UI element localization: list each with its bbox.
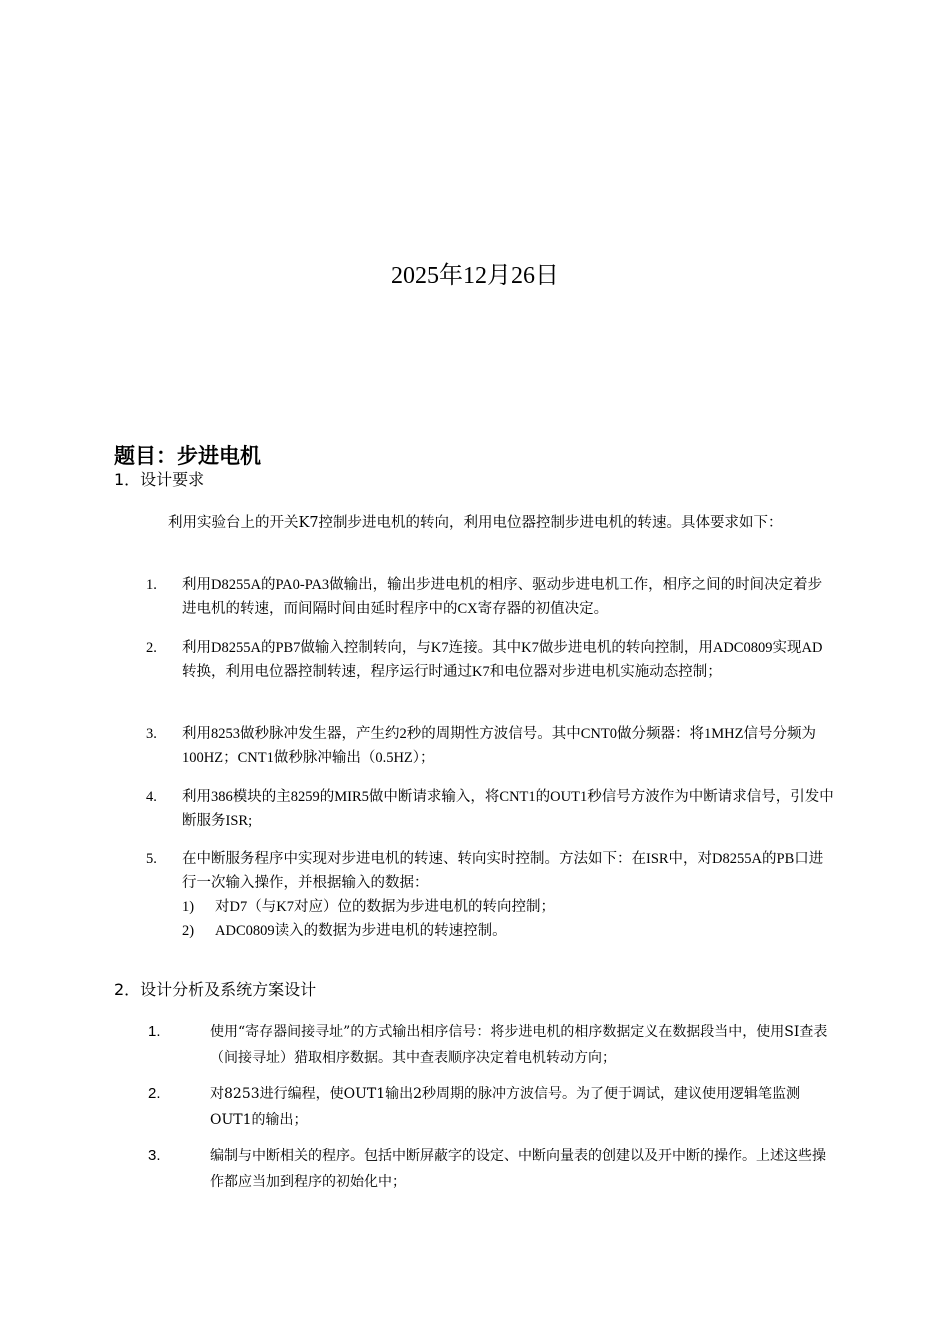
item-number: 3. bbox=[148, 1147, 161, 1164]
requirement-item-1 bbox=[146, 573, 836, 621]
item-text: 对8253进行编程，使OUT1输出2秒周期的脉冲方波信号。为了便于调试，建议使用逻辑笔监测OUT1的输出； bbox=[210, 1086, 801, 1128]
document-date: 2025年12月26日 bbox=[391, 263, 559, 289]
document-title: 题目：步进电机 bbox=[114, 444, 261, 468]
analysis-item-1 bbox=[148, 1019, 836, 1071]
item-number: 1. bbox=[146, 577, 157, 593]
item-number: 5. bbox=[146, 851, 157, 867]
item-number: 1. bbox=[148, 1023, 161, 1040]
sub-item-number: 1) bbox=[182, 899, 195, 915]
sub-item-text: ADC0809读入的数据为步进电机的转速控制。 bbox=[215, 923, 507, 939]
requirement-item-5 bbox=[146, 847, 836, 943]
sub-item-2 bbox=[182, 919, 836, 943]
item-number: 2. bbox=[146, 640, 157, 656]
requirement-item-4 bbox=[146, 785, 836, 833]
sub-item-1 bbox=[182, 895, 836, 919]
item-text: 在中断服务程序中实现对步进电机的转速、转向实时控制。方法如下：在ISR中，对D8255A的PB口进行一次输入操作，并根据输入的数据： bbox=[182, 851, 824, 891]
item-number: 3. bbox=[146, 726, 157, 742]
requirement-item-2 bbox=[146, 636, 836, 684]
item-text: 利用386模块的主8259的MIR5做中断请求输入，将CNT1的OUT1秒信号方波作为中断请求信号，引发中断服务ISR; bbox=[182, 789, 834, 829]
item-text: 利用D8255A的PB7做输入控制转向，与K7连接。其中K7做步进电机的转向控制，用ADC0809实现AD转换，利用电位器控制转速，程序运行时通过K7和电位器对步进电机实施动态控制； bbox=[182, 640, 823, 680]
sub-item-number: 2) bbox=[182, 923, 195, 939]
requirement-item-3 bbox=[146, 722, 836, 770]
item-number: 4. bbox=[146, 789, 157, 805]
sub-item-text: 对D7（与K7对应）位的数据为步进电机的转向控制； bbox=[215, 899, 555, 915]
item-text: 使用“寄存器间接寻址”的方式输出相序信号：将步进电机的相序数据定义在数据段当中，使用SI查表（间接寻址）猎取相序数据。其中查表顺序决定着电机转动方向； bbox=[210, 1024, 828, 1066]
item-text: 利用D8255A的PA0-PA3做输出，输出步进电机的相序、驱动步进电机工作，相序之间的时间决定着步进电机的转速，而间隔时间由延时程序中的CX寄存器的初值决定。 bbox=[182, 577, 823, 617]
section-2-heading: 2．设计分析及系统方案设计 bbox=[114, 980, 317, 999]
analysis-item-2 bbox=[148, 1081, 836, 1133]
item-text: 编制与中断相关的程序。包括中断屏蔽字的设定、中断向量表的创建以及开中断的操作。上述这些操作都应当加到程序的初始化中； bbox=[210, 1148, 826, 1190]
item-number: 2. bbox=[148, 1085, 161, 1102]
section-1-heading: 1．设计要求 bbox=[114, 470, 205, 489]
section-1-intro bbox=[114, 510, 836, 536]
analysis-item-3 bbox=[148, 1143, 836, 1195]
intro-text: 利用实验台上的开关K7控制步进电机的转向，利用电位器控制步进电机的转速。具体要求如下： bbox=[168, 515, 783, 531]
item-text: 利用8253做秒脉冲发生器，产生约2秒的周期性方波信号。其中CNT0做分频器：将1MHZ信号分频为100HZ；CNT1做秒脉冲输出（0.5HZ）； bbox=[182, 726, 816, 766]
